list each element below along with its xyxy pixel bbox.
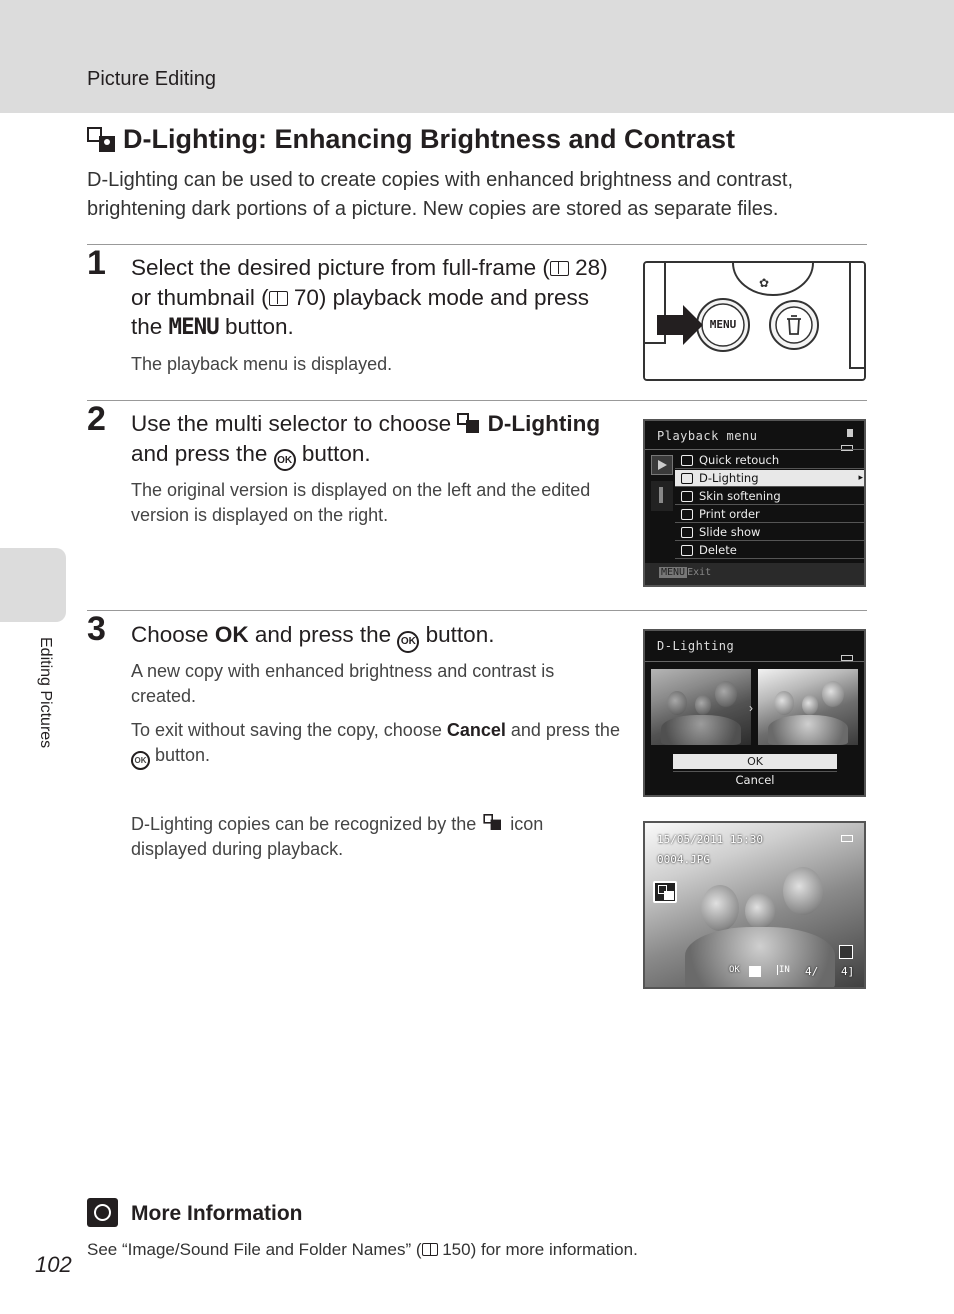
book-icon: [422, 1243, 438, 1256]
book-icon: [550, 261, 569, 276]
d-lighting-screen: [643, 629, 866, 797]
skin-softening-icon: [681, 491, 693, 502]
menu-item-d-lighting[interactable]: D-Lighting ▸: [675, 470, 865, 487]
d-lighting-indicator-icon: [653, 881, 677, 903]
intro-paragraph: D-Lighting can be used to create copies with enhanced brightness and contrast, brightening dark portions of a picture. New copies are stored as separate files.: [87, 169, 793, 220]
divider: [87, 400, 867, 401]
frame-counter-current: 4/: [805, 965, 819, 978]
more-info-text: See “Image/Sound File and Folder Names” ( 150) for more information.: [87, 1240, 638, 1259]
camera-back-svg: [645, 263, 866, 381]
playback-photo: [645, 823, 866, 989]
battery-icon: [841, 835, 853, 842]
playback-tab-icon: [651, 455, 673, 475]
d-lighting-icon: [87, 127, 117, 153]
step-3-heading: Choose OK and press the OK button.: [131, 620, 621, 653]
quick-retouch-icon: [681, 455, 693, 466]
section-title: Picture Editing: [87, 68, 216, 90]
svg-text:✿: ✿: [759, 276, 770, 290]
ok-hint: OK: [729, 965, 740, 975]
playback-menu-screen: [643, 419, 866, 587]
d-lighting-screen-title: D-Lighting: [657, 639, 735, 653]
battery-icon: [841, 445, 853, 451]
step-3-body-created: A new copy with enhanced brightness and contrast is created.: [131, 661, 555, 706]
d-lighting-icon: [484, 814, 503, 830]
ok-button-icon: OK: [131, 751, 150, 770]
menu-item-skin-softening[interactable]: Skin softening: [675, 488, 865, 505]
scroll-indicator: [847, 429, 853, 437]
original-photo: [651, 669, 751, 745]
step-number: 1: [87, 244, 106, 282]
page-title: [87, 124, 735, 155]
menu-button: MENU: [709, 318, 737, 331]
ok-button-icon: OK: [274, 449, 296, 471]
more-info-title: More Information: [131, 1202, 303, 1225]
trash-icon: [786, 315, 802, 335]
menu-item-delete[interactable]: Delete: [675, 542, 865, 559]
playback-menu-title: Playback menu: [657, 429, 758, 443]
arrow-icon: ›: [749, 701, 753, 715]
image-mode-icon: [839, 945, 853, 959]
step-2-heading: Use the multi selector to choose D-Lighting and press the OK button.: [131, 409, 621, 471]
page-number: 102: [35, 1252, 72, 1277]
step-1-heading: Select the desired picture from full-frame ( 28) or thumbnail ( 70) playback mode and press the MENU button.: [131, 255, 608, 340]
step-2-body: The original version is displayed on the left and the edited version is displayed on the right.: [131, 480, 591, 525]
page-header: [0, 0, 954, 113]
menu-item-slide-show[interactable]: Slide show: [675, 524, 865, 541]
page-title-text: D-Lighting: Enhancing Brightness and Contrast: [123, 124, 735, 154]
d-lighting-icon: [681, 473, 693, 484]
d-lighting-icon: [457, 413, 481, 433]
setup-tab-icon: [651, 481, 673, 511]
divider: [87, 244, 867, 245]
option-ok[interactable]: OK: [673, 754, 837, 769]
menu-item-print-order[interactable]: Print order: [675, 506, 865, 523]
option-cancel[interactable]: Cancel: [673, 771, 837, 788]
print-order-icon: [681, 509, 693, 520]
camera-buttons-illustration: [643, 261, 866, 381]
frame-counter-total: 4]: [841, 965, 855, 978]
step-number: 3: [87, 610, 106, 648]
side-tab: [0, 548, 66, 622]
edited-photo: [758, 669, 858, 745]
menu-glyph: MENU: [168, 314, 219, 340]
slide-show-icon: [681, 527, 693, 538]
step-1-body: The playback menu is displayed.: [131, 354, 393, 374]
footer-exit: MENU Exit: [661, 567, 712, 578]
ok-button-icon: OK: [397, 631, 419, 653]
step-3-body-recognize: D-Lighting copies can be recognized by the icon displayed during playback.: [131, 814, 544, 859]
delete-icon: [681, 545, 693, 556]
favorite-icon: [749, 966, 761, 977]
book-icon: [269, 291, 288, 306]
divider: [87, 610, 867, 611]
more-info-icon: [87, 1198, 118, 1227]
menu-item-quick-retouch[interactable]: Quick retouch: [675, 452, 865, 469]
playback-screen: [643, 821, 866, 989]
internal-memory-icon: IN: [779, 965, 790, 975]
step-number: 2: [87, 400, 106, 438]
file-name: 0004.JPG: [657, 853, 710, 866]
side-tab-label: Editing Pictures: [37, 637, 54, 749]
step-3-body-cancel: To exit without saving the copy, choose Cancel and press the OK button.: [131, 718, 621, 770]
date-time: 15/05/2011 15:30: [657, 833, 763, 846]
